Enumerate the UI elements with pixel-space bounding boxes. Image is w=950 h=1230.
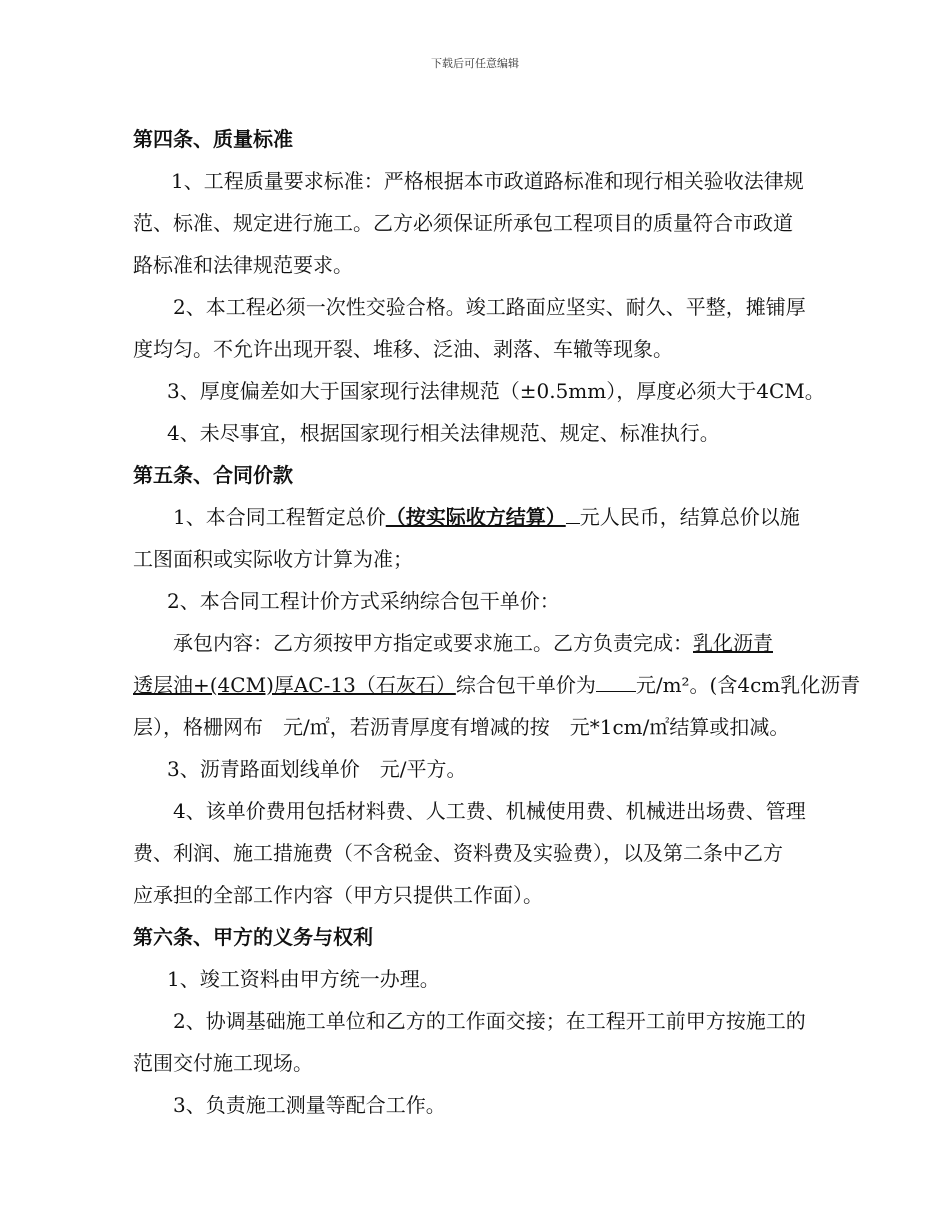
article-5-item-2: 2、本合同工程计价方式采纳综合包干单价： [167,589,560,613]
article-5-item-3 [133,748,863,790]
contract-content-line-3 [133,706,863,748]
marking-price-label: 3、沥青路面划线单价 [167,757,360,781]
thickness-adjust-text: 元/㎡，若沥青厚度有增减的按 [283,715,550,739]
contract-content-underlined-1: 乳化沥青 [693,631,773,655]
adjust-settlement-text: 元*1cm/㎡结算或扣减。 [569,715,790,739]
article-4-item-2-line-1: 2、本工程必须一次性交验合格。竣工路面应坚实、耐久、平整，摊铺厚 [173,295,806,319]
article-5-item-4-line-1: 4、该单价费用包括材料费、人工费、机械使用费、机械进出场费、管理 [173,799,806,823]
article-6-item-2-line-2: 范围交付施工现场。 [133,1051,313,1075]
page-header: 下载后可任意编辑 [431,57,519,70]
contract-content-prefix: 承包内容：乙方须按甲方指定或要求施工。乙方负责完成： [173,631,693,655]
article-5-item-4-line-3: 应承担的全部工作内容（甲方只提供工作面）。 [133,883,543,907]
document-body [133,118,863,1126]
total-price-fill: （按实际收方结算） [385,505,566,529]
contract-content-line-2 [133,664,863,706]
article-5-item-1-line-1 [133,496,863,538]
article-4-item-1-line-3: 路标准和法律规范要求。 [133,253,353,277]
article-6-item-2-line-1: 2、协调基础施工单位和乙方的工作面交接；在工程开工前甲方按施工的 [173,1009,806,1033]
article-4-item-1-line-1: 1、工程质量要求标准：严格根据本市政道路标准和现行相关验收法律规 [171,169,804,193]
article-5-title: 第五条、合同价款 [133,463,293,487]
underline-tail [566,501,580,524]
contract-content-underlined-2: 透层油+(4CM)厚AC-13（石灰石） [133,673,456,697]
article-4-title: 第四条、质量标准 [133,127,293,151]
article-5-item-1-prefix: 1、本合同工程暂定总价 [173,505,386,529]
article-4-item-4: 4、未尽事宜，根据国家现行相关法律规范、规定、标准执行。 [167,421,720,445]
article-4-item-2-line-2: 度均匀。不允许出现开裂、堆移、泛油、剥落、车辙等现象。 [133,337,673,361]
contract-content-line-1 [133,622,863,664]
unit-price-suffix: 元/m²。(含4cm乳化沥青 [635,673,861,697]
grid-cloth-label: 层），格栅网布 [133,715,263,739]
article-6-title: 第六条、甲方的义务与权利 [133,925,373,949]
marking-price-unit: 元/平方。 [379,757,467,781]
article-4-item-3: 3、厚度偏差如大于国家现行法律规范（±0.5mm），厚度必须大于4CM。 [167,379,825,403]
article-4-item-1-line-2: 范、标准、规定进行施工。乙方必须保证所承包工程项目的质量符合市政道 [133,211,793,235]
article-5-item-1-suffix: 元人民币，结算总价以施 [579,505,800,529]
unit-price-blank [596,669,636,692]
article-6-item-3: 3、负责施工测量等配合工作。 [173,1093,446,1117]
article-6-item-1: 1、竣工资料由甲方统一办理。 [167,967,440,991]
unit-price-label: 综合包干单价为 [455,673,596,697]
article-5-item-1-line-2: 工图面积或实际收方计算为准； [133,547,413,571]
article-5-item-4-line-2: 费、利润、施工措施费（不含税金、资料费及实验费），以及第二条中乙方 [133,841,783,865]
